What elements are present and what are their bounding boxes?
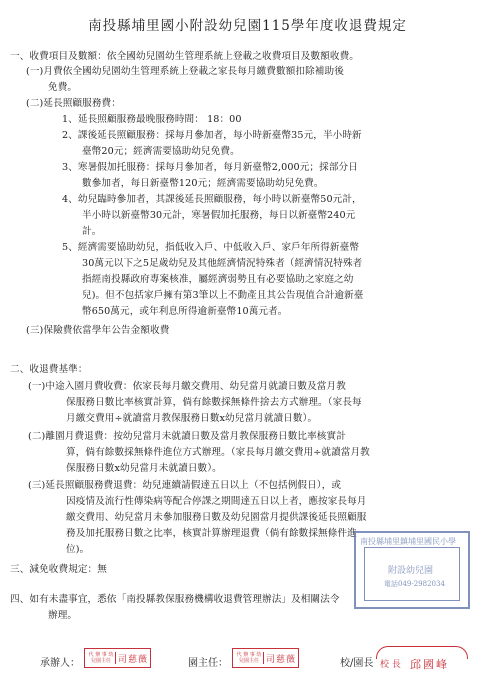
- seal-middle-text: 附設幼兒園: [388, 566, 434, 576]
- principal-stamp-title: 校 長: [380, 660, 401, 670]
- text-line: 四、如有未盡事宜，悉依「南投縣教保服務機構收退費管理辦法」及相關法令: [10, 594, 340, 605]
- text-line: 算，倘有餘數採無條件進位方式辦理。（家長每月繳交費用÷就讀當月教: [66, 447, 370, 458]
- text-line: 30萬元以下之5足歲幼兒及其他經濟情況特殊者（經濟情況特殊者: [82, 258, 363, 269]
- text-line: (二)離園月費退費：按幼兒當月未就讀日數及當月教保服務日數比率核實計: [28, 431, 346, 442]
- seal-outer-text: 南投縣埔里鎮埔里國民小學: [360, 537, 456, 546]
- text-line: 指經南投縣政府專案核准，屬經濟弱勢且有必要協助之家庭之幼: [82, 274, 354, 285]
- undertaker-stamp-name: 司慈薇: [118, 654, 149, 665]
- text-line: (三)延長照顧服務費退費：幼兒連續請假達五日以上（不包括例假日），或: [28, 480, 342, 491]
- text-line: 4、幼兒臨時參加者，其課後延長照顧服務，每小時以新臺幣50元計，: [62, 194, 362, 205]
- text-line: 務及加托服務日數之比率，核實計算辦理退費（倘有餘數採無條件進: [66, 528, 357, 539]
- kindergarten-seal: [354, 531, 470, 609]
- text-line: 一、收費項目及數額：依全國幼兒園幼生管理系統上登載之收費項目及數額收費。: [10, 51, 359, 62]
- text-line: 保服務日數比率核實計算，倘有餘數採無條件捨去方式辦理。（家長每: [66, 397, 362, 408]
- principal-stamp: [376, 646, 468, 672]
- text-line: 2、課後延長照顧服務：採每月參加者，每小時新臺幣35元，半小時新: [62, 130, 362, 141]
- seal-inner-text: 電話049-2982034: [384, 580, 445, 588]
- undertaker-stamp: [84, 648, 151, 668]
- director-stamp-title: 代 辦 事 幼兒園主任: [235, 652, 264, 664]
- text-line: 繳交費用、幼兒當月未參加服務日數及幼兒園當月提供課後延長照顧服: [66, 512, 367, 523]
- text-line: (二)延長照顧服務費：: [26, 98, 121, 109]
- director-label: 園主任：: [188, 658, 228, 669]
- text-line: 月繳交費用÷就讀當月教保服務日數x幼兒當月就讀日數）。: [66, 413, 318, 424]
- text-line: 幣650萬元，或年利息所得逾新臺幣10萬元者。: [82, 306, 288, 317]
- text-line: (三)保險費依當學年公告金額收費: [26, 325, 170, 336]
- text-line: 臺幣20元；經濟需要協助幼兒免費。: [82, 146, 240, 157]
- text-line: 計。: [82, 226, 102, 237]
- text-line: 二、收退費基準：: [10, 364, 88, 375]
- principal-stamp-name: 邱國峰: [410, 658, 449, 671]
- undertaker-label: 承辦人：: [40, 658, 80, 669]
- text-line: (一)月費依全國幼兒園幼生管理系統上登載之家長每月繳費數額扣除補助後: [26, 66, 344, 77]
- text-line: 因疫情及流行性傳染病等配合停課之期間達五日以上者，應按家長每月: [66, 496, 367, 507]
- text-line: 3、寒暑假加托服務：採每月參加者，每月新臺幣2,000元；採部分日: [62, 162, 358, 173]
- text-line: 半小時以新臺幣30元計，寒暑假加托服務，每日以新臺幣240元: [82, 210, 356, 221]
- text-line: 三、減免收費規定：無: [10, 564, 107, 575]
- director-stamp: [232, 648, 299, 668]
- principal-label: 校/園長: [340, 658, 374, 669]
- text-line: 辦理。: [48, 610, 78, 621]
- text-line: 數參加者，每日新臺幣120元；經濟需要協助幼兒免費。: [82, 178, 324, 189]
- undertaker-stamp-title: 代 辦 事 幼兒園主任: [87, 652, 116, 664]
- text-line: 5、經濟需要協助幼兒，指低收入戶、中低收入戶、家戶年所得新臺幣: [62, 242, 360, 253]
- text-line: 位)。: [66, 544, 90, 555]
- director-stamp-name: 司慈薇: [266, 654, 297, 665]
- text-line: 免費。: [48, 82, 78, 93]
- text-line: (一)中途入園月費收費：依家長每月繳交費用、幼兒當月就讀日數及當月教: [28, 381, 346, 392]
- document-title: 南投縣埔里國小附設幼兒園115學年度收退費規定: [88, 18, 407, 34]
- text-line: 1、延長照顧服務最晚服務時間： 18：00: [62, 114, 242, 125]
- text-line: 兒)。但不包括家戶擁有第3筆以上不動產且其公告現值合計逾新臺: [82, 290, 364, 301]
- text-line: 保服務日數x幼兒當月未就讀日數）。: [66, 463, 222, 474]
